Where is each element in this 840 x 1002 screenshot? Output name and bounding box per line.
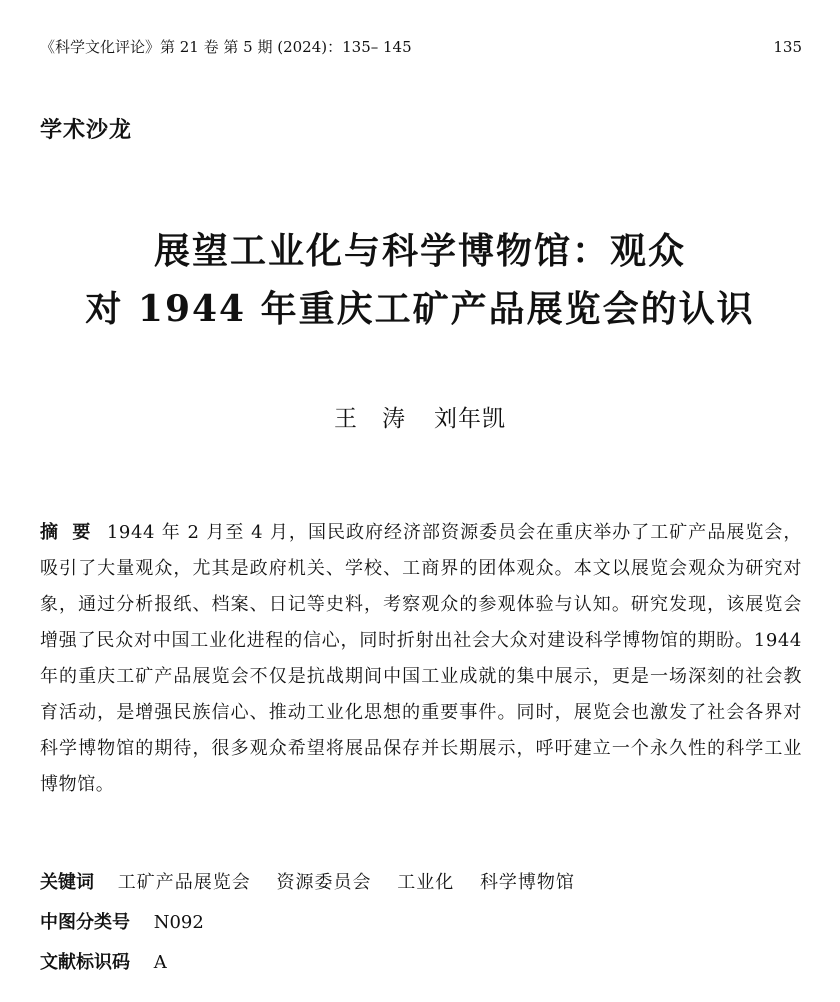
clc-value: N092: [153, 912, 204, 933]
document-code-label: 文献标识码: [40, 952, 130, 973]
author-list: [0, 403, 840, 435]
keyword-item: 工业化: [397, 872, 455, 893]
title-line-2: 对 1944 年重庆工矿产品展览会的认识: [85, 288, 755, 330]
keyword-item: 工矿产品展览会: [117, 872, 251, 893]
keyword-item: 科学博物馆: [479, 872, 575, 893]
section-label: 学术沙龙: [40, 118, 133, 143]
document-code-value: A: [153, 952, 167, 973]
page-header: [40, 36, 802, 58]
article-title: [20, 222, 820, 338]
clc-label: 中图分类号: [40, 912, 130, 933]
clc-row: [40, 908, 802, 938]
abstract: [40, 515, 802, 803]
author-name: 王 涛: [334, 406, 406, 432]
document-code-row: [40, 948, 802, 978]
keywords-label: 关键词: [40, 872, 94, 893]
keywords-row: [40, 868, 802, 898]
abstract-text: 1944 年 2 月至 4 月，国民政府经济部资源委员会在重庆举办了工矿产品展览会，吸引了大量观众，尤其是政府机关、学校、工商界的团体观众。本文以展览会观众为研究对象，通过分析报纸、档案、日记等史料，考察观众的参观体验与认知。研究发现，该展览会增强了民众对中国工业化进程的信心，同时折射出社会大众对建设科学博物馆的期盼。1944 年的重庆工矿产品展览会不仅是抗战期间中国工业成就的集中展示，更是一场深刻的社会教育活动，是增强民族信心、推动工业化思想的重要事件。同时，展览会也激发了社会各界对科学博物馆的期待，很多观众希望将展品保存并长期展示，呼吁建立一个永久性的科学工业博物馆。: [40, 522, 802, 795]
abstract-label: 摘要: [40, 522, 105, 543]
title-line-1: 展望工业化与科学博物馆：观众: [153, 230, 686, 272]
author-name: 刘年凯: [434, 406, 506, 432]
journal-citation: 《科学文化评论》第 21 卷 第 5 期 (2024)：135– 145: [40, 38, 412, 56]
keyword-item: 资源委员会: [276, 872, 372, 893]
page-number: 135: [773, 38, 802, 56]
